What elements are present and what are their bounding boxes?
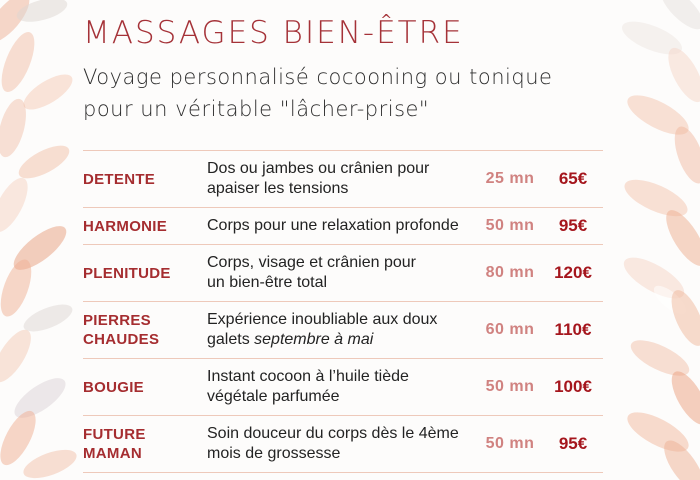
table-row-pierres-chaudes: [83, 301, 603, 358]
service-duration: 60 mn: [485, 321, 535, 338]
table-row-harmonie: [83, 207, 603, 244]
service-duration: 25 mn: [485, 170, 535, 187]
service-description: Dos ou jambes ou crânien pour apaiser les tensions: [207, 160, 430, 197]
watercolor-leaves-left-image: [0, 0, 95, 480]
service-name: PLENITUDE: [83, 264, 171, 282]
page-title: MASSAGES BIEN-ÊTRE: [83, 15, 464, 51]
service-name: HARMONIE: [83, 217, 168, 235]
subtitle-line-1: Voyage personnalisé cocooning ou tonique: [83, 65, 553, 89]
service-description: Corps pour une relaxation profonde: [207, 217, 459, 234]
service-name: PIERRES CHAUDES: [83, 312, 160, 348]
subtitle-line-2: pour un véritable "lâcher-prise": [83, 97, 430, 121]
service-description: Corps, visage et crânien pour un bien-être total: [207, 254, 416, 291]
service-price: 110€: [554, 320, 592, 339]
menu-content: [83, 14, 603, 473]
page-subtitle: [83, 61, 603, 125]
price-list-table: [83, 150, 603, 473]
service-description: Soin douceur du corps dès le 4ème mois de grossesse: [207, 425, 459, 462]
service-price: 95€: [558, 434, 588, 453]
service-duration: 50 mn: [485, 378, 535, 395]
service-price: 65€: [558, 169, 588, 188]
table-row-future-maman: [83, 415, 603, 473]
service-price: 120€: [554, 263, 592, 282]
service-duration: 50 mn: [485, 217, 535, 234]
service-name: BOUGIE: [83, 378, 144, 396]
service-price: 100€: [554, 377, 592, 396]
table-row-detente: [83, 150, 603, 207]
service-description: Expérience inoubliable aux doux galets septembre à mai: [207, 311, 438, 348]
service-name: FUTURE MAMAN: [83, 426, 146, 462]
service-description: Instant cocoon à l’huile tiède végétale parfumée: [207, 368, 409, 405]
service-duration: 80 mn: [485, 264, 535, 281]
service-price: 95€: [558, 216, 588, 235]
table-row-bougie: [83, 358, 603, 415]
service-name: DETENTE: [83, 170, 156, 188]
watercolor-leaves-right-image: [600, 0, 700, 480]
service-duration: 50 mn: [485, 435, 535, 452]
table-row-plenitude: [83, 244, 603, 301]
